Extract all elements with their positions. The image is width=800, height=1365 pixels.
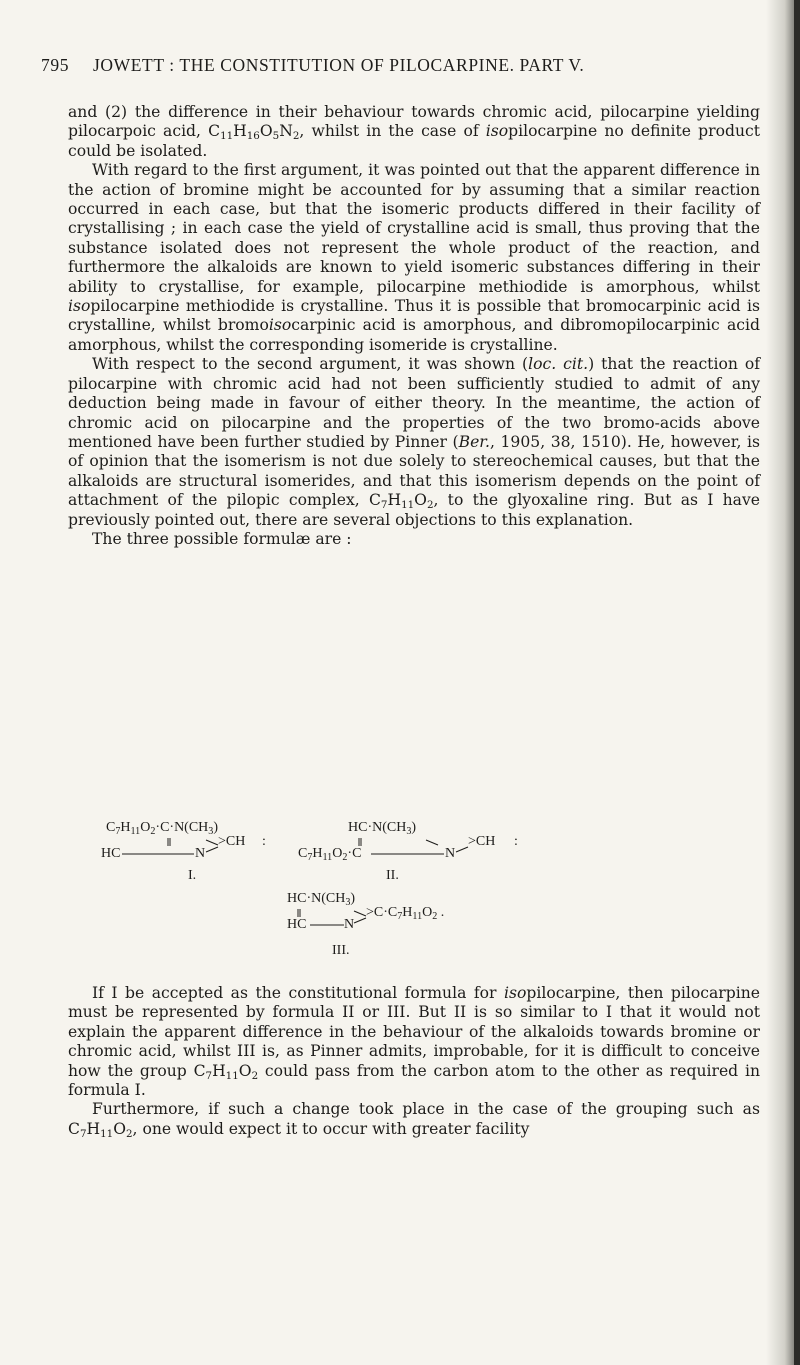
paragraph-chromic-acid: and (2) the difference in their behaviour towards chromic acid, pilocarpine yielding pilocarpoic acid, $C_{11}H_{16}O_5N_2$, whilst in the case of isopilocarpine no definite product could be isolated. bbox=[68, 103, 760, 160]
bond-f3-down bbox=[354, 918, 366, 923]
formula-3-numeral: III. bbox=[332, 943, 350, 958]
bond-f1-down bbox=[206, 847, 218, 852]
formula-2-top: $HC\cdot N(CH_3)$ bbox=[348, 820, 417, 838]
formula-1-bottom-right: N bbox=[195, 846, 206, 861]
formula-2-bottom-right: N bbox=[445, 846, 456, 861]
formula-2-bottom-left: $C_7H_{11}O_2\cdot C$ bbox=[298, 846, 362, 864]
paragraph-second-argument: With respect to the second argument, it was shown (loc. cit.) that the reaction of pilocarpine with chromic acid had not been sufficiently studied to admit of any deduction being made in favour of either theory. In the meantime, the action of chromic acid on pilocarpine and the properties of the two bromo-acids above mentioned have been further studied by Pinner (Ber., 1905, 38, 1510). He, however, is of opinion that the isomerism is not due solely to stereochemical causes, but that the alkaloids are structural isomerides, and that this isomerism depends on the point of attachment of the pilopic complex, $C_7H_{11}O_2$, to the glyoxaline ring. But as I have previously pointed out, there are several objections to this explanation. bbox=[68, 355, 761, 529]
paragraph-formulae-intro: The three possible formulæ are : bbox=[92, 529, 352, 548]
bond-f2-down bbox=[456, 847, 468, 852]
page-number: 795 bbox=[41, 55, 70, 75]
formula-1-right-group: >CH bbox=[218, 834, 246, 849]
formula-3-bottom-right: N bbox=[344, 917, 355, 932]
running-header bbox=[41, 55, 761, 76]
formula-bonds bbox=[96, 820, 716, 980]
formula-2-numeral: II. bbox=[386, 868, 399, 883]
formula-1-separator: : bbox=[262, 834, 266, 849]
bond-f1-up bbox=[206, 840, 218, 845]
formula-2-right-group: >CH bbox=[468, 834, 496, 849]
body-text-upper bbox=[68, 103, 760, 549]
formula-3-top: $HC\cdot N(CH_3)$ bbox=[287, 891, 356, 909]
running-title: JOWETT : THE CONSTITUTION OF PILOCARPINE. PART V. bbox=[93, 55, 585, 75]
formula-1-bottom-left: HC bbox=[101, 846, 121, 861]
formula-1-top: $C_7H_{11}O_2\cdot C\cdot N(CH_3)$ bbox=[106, 820, 219, 838]
bond-f2-up bbox=[426, 840, 438, 845]
formula-1-numeral: I. bbox=[188, 868, 197, 883]
formula-3-right-group: $>C\cdot C_7H_{11}O_2$ . bbox=[366, 905, 445, 923]
body-text-lower bbox=[68, 984, 760, 1139]
paragraph-first-argument: With regard to the first argument, it was pointed out that the apparent difference in the action of bromine might be accounted for by assuming that a similar reaction occurred in each case, but that the isomeric products differed in their facility of crystallising ; in each case the yield of crystalline acid is small, thus proving that the substance isolated does not represent the whole product of the reaction, and furthermore the alkaloids are known to yield isomeric substances differing in their ability to crystallise, for example, pilocarpine methiodide is amorphous, whilst isopilocarpine methiodide is crystalline. Thus it is possible that bromocarpinic acid is crystalline, whilst bromoisocarpinic acid is amorphous, and dibromopilocarpinic acid amorphous, whilst the corresponding isomeride is crystalline. bbox=[68, 161, 760, 354]
formula-3-bottom-left: HC bbox=[287, 917, 307, 932]
structural-formulae bbox=[96, 820, 716, 980]
formula-2-separator: : bbox=[514, 834, 518, 849]
paragraph-furthermore: Furthermore, if such a change took place in the case of the grouping such as $C_7H_{11}O_2$, one would expect it to occur with greater facility bbox=[68, 1100, 760, 1140]
bond-f3-up bbox=[354, 911, 366, 916]
paragraph-formula-discussion: If I be accepted as the constitutional formula for isopilocarpine, then pilocarpine must be represented by formula II or III. But II is so similar to I that it would not explain the apparent difference in the behaviour of the alkaloids towards bromine or chromic acid, whilst III is, as Pinner admits, improbable, for it is difficult to conceive how the group $C_7H_{11}O_2$ could pass from the carbon atom to the other as required in formula I. bbox=[68, 984, 760, 1100]
page-edge bbox=[794, 0, 800, 1365]
